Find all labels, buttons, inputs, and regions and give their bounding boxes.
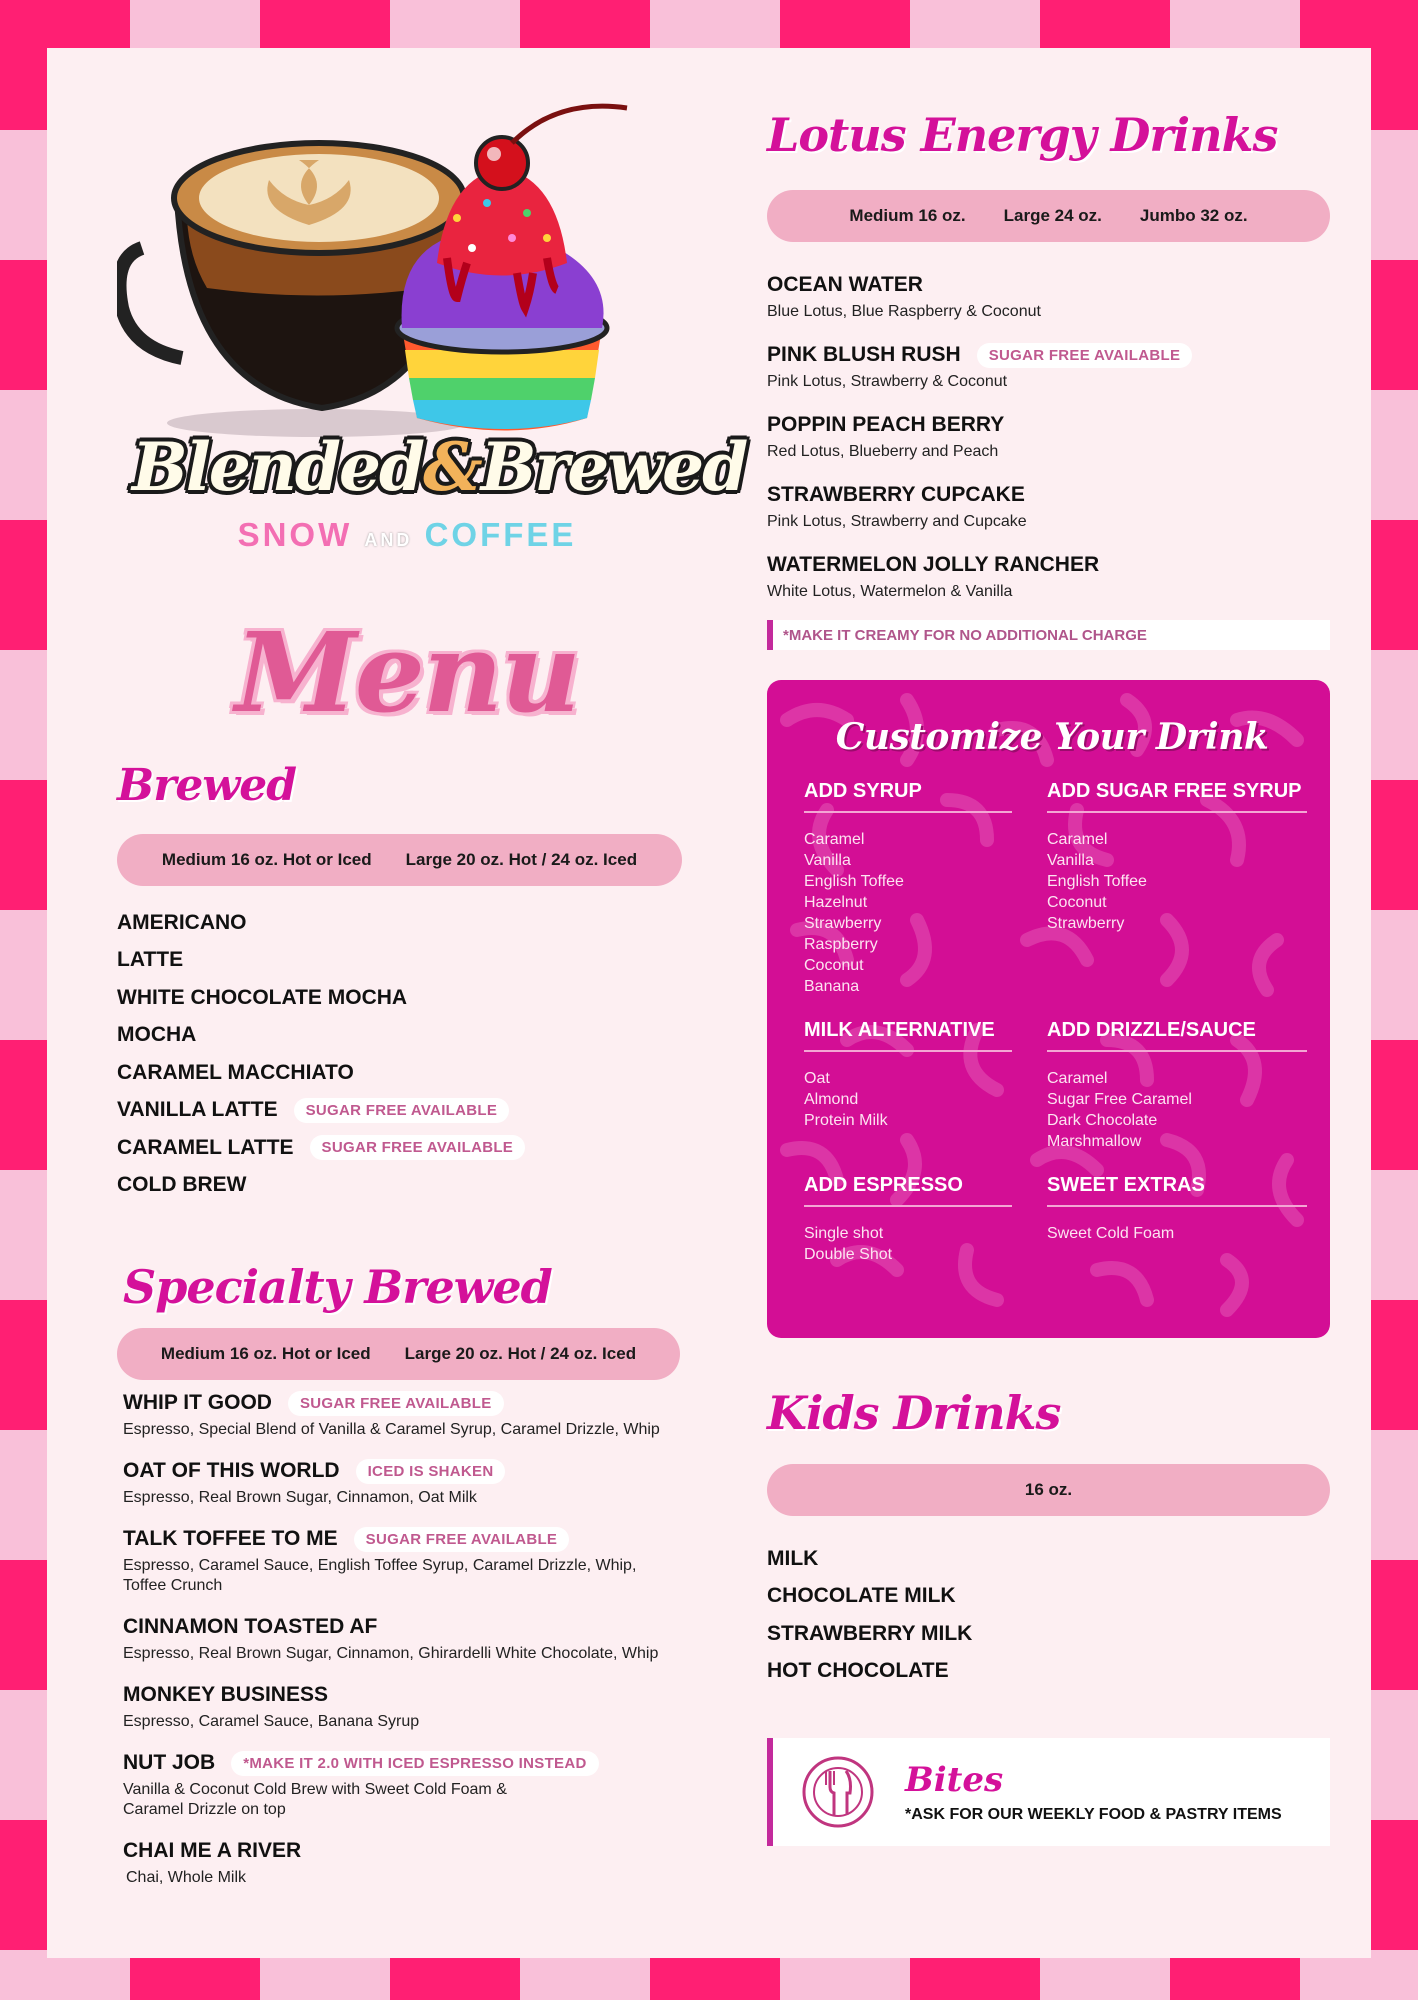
customize-panel xyxy=(767,680,1330,1338)
energy-title: Lotus Energy Drinks xyxy=(767,108,1278,162)
menu-item: AMERICANO xyxy=(117,910,247,934)
energy-sizes xyxy=(767,190,1330,242)
customize-content xyxy=(767,680,1330,1338)
menu-item: CINNAMON TOASTED AF Espresso, Real Brown Sugar, Cinnamon, Ghirardelli White Chocolate, Whip xyxy=(123,1615,659,1662)
customize-grid xyxy=(804,780,1300,1287)
option-group: MILK ALTERNATIVE Oat Almond Protein Milk xyxy=(804,1019,1012,1152)
brewed-list xyxy=(117,904,697,1204)
option-group: ADD SYRUP Caramel Vanilla English Toffee Hazelnut Strawberry Raspberry Coconut Banana xyxy=(804,780,1012,997)
menu-item: OCEAN WATER Blue Lotus, Blue Raspberry & Coconut xyxy=(767,273,1041,320)
menu-item: WATERMELON JOLLY RANCHER White Lotus, Watermelon & Vanilla xyxy=(767,553,1100,600)
logo-tagline: SNOW AND COFFEE xyxy=(237,516,577,553)
bites-title: Bites xyxy=(905,1760,1004,1800)
brand-logo xyxy=(117,88,747,558)
sugar-free-badge: SUGAR FREE AVAILABLE xyxy=(288,1391,504,1416)
menu-item: COLD BREW xyxy=(117,1173,247,1197)
option-group: ADD ESPRESSO Single shot Double Shot xyxy=(804,1174,1012,1265)
menu-item: PINK BLUSH RUSH SUGAR FREE AVAILABLE Pink Lotus, Strawberry & Coconut xyxy=(767,340,1330,392)
specialty-section xyxy=(117,1260,697,1888)
menu-item: LATTE xyxy=(117,948,184,972)
specialty-title: Specialty Brewed xyxy=(123,1260,552,1314)
menu-item: STRAWBERRY CUPCAKE Pink Lotus, Strawberry and Cupcake xyxy=(767,483,1027,530)
option-group: SWEET EXTRAS Sweet Cold Foam xyxy=(1047,1174,1307,1265)
size-large: Large 20 oz. Hot / 24 oz. Iced xyxy=(404,1344,637,1363)
size-large: Large 20 oz. Hot / 24 oz. Iced xyxy=(405,850,638,869)
menu-item: CHOCOLATE MILK xyxy=(767,1584,956,1608)
size-jumbo: Jumbo 32 oz. xyxy=(1139,206,1248,225)
bites-text xyxy=(905,1760,1282,1824)
specialty-list xyxy=(117,1388,697,1888)
menu-item: HOT CHOCOLATE xyxy=(767,1659,949,1683)
logo-wordmark: Blended&Brewed xyxy=(132,428,747,506)
brewed-title: Brewed xyxy=(117,760,297,811)
menu-item: MILK xyxy=(767,1546,819,1570)
iced-shaken-badge: ICED IS SHAKEN xyxy=(356,1459,506,1484)
brewed-section xyxy=(117,760,697,1204)
right-column xyxy=(767,108,1330,1846)
sugar-free-badge: SUGAR FREE AVAILABLE xyxy=(294,1098,510,1123)
menu-item: WHITE CHOCOLATE MOCHA xyxy=(117,985,408,1009)
menu-item: CARAMEL LATTE SUGAR FREE AVAILABLE xyxy=(117,1129,697,1167)
option-group: ADD DRIZZLE/SAUCE Caramel Sugar Free Caramel Dark Chocolate Marshmallow xyxy=(1047,1019,1307,1152)
menu-item: TALK TOFFEE TO ME SUGAR FREE AVAILABLE Espresso, Caramel Sauce, English Toffee Syrup, Caramel Drizzle, Whip, Toffee Crunch xyxy=(123,1527,637,1594)
menu-item: NUT JOB *MAKE IT 2.0 WITH ICED ESPRESSO INSTEAD Vanilla & Coconut Cold Brew with Sweet Cold Foam & Caramel Drizzle on top xyxy=(123,1748,697,1820)
menu-item: STRAWBERRY MILK xyxy=(767,1621,973,1645)
size-medium: Medium 16 oz. Hot or Iced xyxy=(160,1344,371,1363)
coffee-and-snowcone-illustration xyxy=(117,88,697,448)
bites-note: *ASK FOR OUR WEEKLY FOOD & PASTRY ITEMS xyxy=(905,1806,1282,1823)
upgrade-badge: *MAKE IT 2.0 WITH ICED ESPRESSO INSTEAD xyxy=(231,1751,598,1776)
left-column xyxy=(117,88,747,1888)
menu-item: WHIP IT GOOD SUGAR FREE AVAILABLE Espresso, Special Blend of Vanilla & Caramel Syrup, Caramel Drizzle, Whip xyxy=(123,1391,660,1438)
menu-title: Menu xyxy=(235,608,579,737)
size-large: Large 24 oz. xyxy=(1003,206,1102,225)
menu-page xyxy=(47,48,1371,1958)
kids-list xyxy=(767,1540,1330,1690)
kids-size: 16 oz. xyxy=(767,1464,1330,1516)
option-group: ADD SUGAR FREE SYRUP Caramel Vanilla English Toffee Coconut Strawberry xyxy=(1047,780,1307,997)
brewed-sizes xyxy=(117,834,682,886)
menu-item: OAT OF THIS WORLD ICED IS SHAKEN Espresso, Real Brown Sugar, Cinnamon, Oat Milk xyxy=(123,1456,697,1508)
kids-title: Kids Drinks xyxy=(767,1386,1061,1440)
menu-item: POPPIN PEACH BERRY Red Lotus, Blueberry and Peach xyxy=(767,413,1005,460)
energy-list xyxy=(767,270,1330,602)
plate-fork-knife-icon xyxy=(801,1755,875,1829)
menu-item: VANILLA LATTE SUGAR FREE AVAILABLE xyxy=(117,1092,697,1130)
sugar-free-badge: SUGAR FREE AVAILABLE xyxy=(354,1527,570,1552)
bites-banner xyxy=(767,1738,1330,1846)
specialty-sizes xyxy=(117,1328,680,1380)
customize-title: Customize Your Drink xyxy=(835,716,1269,758)
size-medium: Medium 16 oz. Hot or Iced xyxy=(161,850,372,869)
sugar-free-badge: SUGAR FREE AVAILABLE xyxy=(977,343,1193,368)
menu-item: CARAMEL MACCHIATO xyxy=(117,1060,354,1084)
creamy-note: *MAKE IT CREAMY FOR NO ADDITIONAL CHARGE xyxy=(767,620,1330,650)
size-medium: Medium 16 oz. xyxy=(849,206,966,225)
menu-item: MOCHA xyxy=(117,1023,197,1047)
menu-item: CHAI ME A RIVER Chai, Whole Milk xyxy=(123,1839,302,1886)
sugar-free-badge: SUGAR FREE AVAILABLE xyxy=(310,1135,526,1160)
menu-item: MONKEY BUSINESS Espresso, Caramel Sauce, Banana Syrup xyxy=(123,1683,420,1730)
